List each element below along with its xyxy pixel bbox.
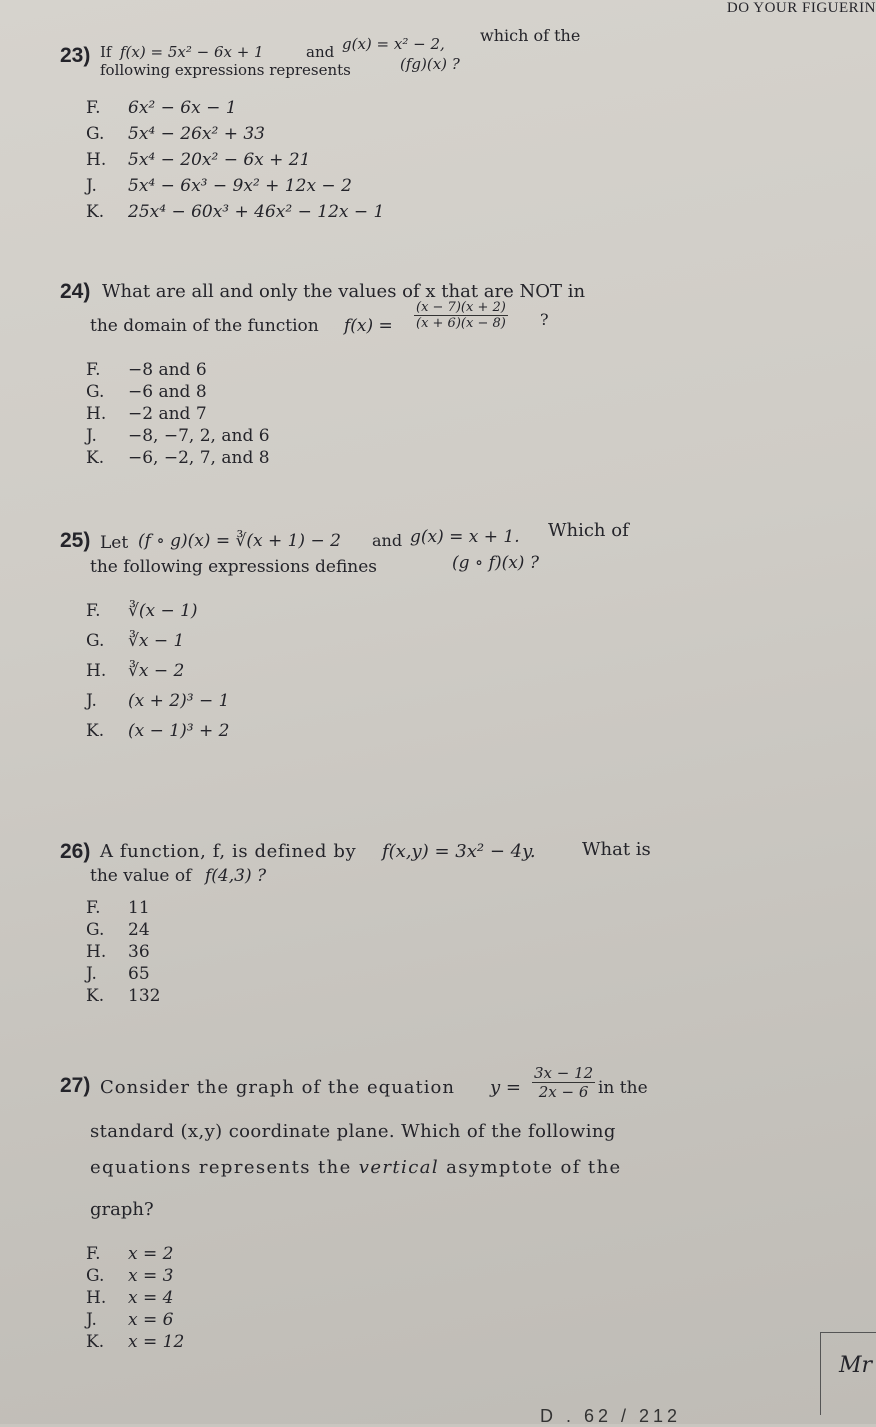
fog-definition: (f ∘ g)(x) = ∛(x + 1) − 2 — [138, 531, 341, 551]
option-text: 11 — [128, 898, 150, 918]
question-26-stem — [60, 832, 860, 886]
option-text: 25x⁴ − 60x³ + 46x² − 12x − 1 — [128, 202, 385, 222]
text-and: and — [306, 43, 335, 61]
stem-line-1: A function, f, is defined by — [100, 841, 357, 862]
option-letter: J. — [86, 426, 97, 446]
option-j[interactable] — [60, 176, 860, 202]
domain-fraction — [414, 300, 508, 331]
stem-line-3-post: asymptote of the — [446, 1157, 622, 1178]
question-27-stem — [60, 1064, 860, 1224]
option-letter: H. — [86, 661, 107, 681]
option-text: −2 and 7 — [128, 404, 207, 424]
text-if: If — [100, 43, 112, 61]
option-text: ∛x − 2 — [128, 661, 185, 681]
text-following: following expressions represents — [100, 61, 351, 79]
option-k[interactable] — [60, 202, 860, 228]
stem-line-1: What are all and only the values of x that are NOT in — [102, 281, 586, 302]
option-k[interactable] — [60, 448, 860, 470]
question-27 — [60, 1064, 860, 1354]
option-letter: K. — [86, 202, 105, 222]
option-letter: H. — [86, 150, 107, 170]
option-letter: J. — [86, 1310, 97, 1330]
stem-line-3 — [90, 1156, 622, 1180]
option-text: 132 — [128, 986, 161, 1006]
option-letter: J. — [86, 964, 97, 984]
question-25 — [60, 515, 860, 751]
stem-line-2: the domain of the function — [90, 316, 319, 336]
function-lhs: f(x) = — [344, 316, 393, 336]
target-expression: f(4,3) ? — [205, 866, 267, 886]
option-list — [60, 601, 860, 751]
option-text: 24 — [128, 920, 150, 940]
option-f[interactable] — [60, 1244, 860, 1266]
equation-fraction — [532, 1064, 595, 1101]
option-h[interactable] — [60, 404, 860, 426]
page-header: DO YOUR FIGUERIN — [726, 0, 876, 16]
option-g[interactable] — [60, 1266, 860, 1288]
option-k[interactable] — [60, 1332, 860, 1354]
option-h[interactable] — [60, 150, 860, 176]
option-text: x = 2 — [128, 1244, 174, 1264]
signature-text: Mr — [838, 1353, 872, 1378]
option-text: ∛x − 1 — [128, 631, 185, 651]
option-list — [60, 1244, 860, 1354]
option-text: x = 3 — [128, 1266, 174, 1286]
option-j[interactable] — [60, 1310, 860, 1332]
text-which-of: Which of — [548, 520, 629, 541]
option-j[interactable] — [60, 691, 860, 721]
option-k[interactable] — [60, 721, 860, 751]
option-text: 5x⁴ − 6x³ − 9x² + 12x − 2 — [128, 176, 352, 196]
question-number: 26) — [60, 840, 91, 863]
option-letter: J. — [86, 691, 97, 711]
option-f[interactable] — [60, 898, 860, 920]
option-letter: H. — [86, 1288, 107, 1308]
option-text: 6x² − 6x − 1 — [128, 98, 237, 118]
option-letter: G. — [86, 920, 105, 940]
option-g[interactable] — [60, 124, 860, 150]
option-list — [60, 898, 860, 1008]
target-expression: (fg)(x) ? — [400, 55, 460, 73]
question-number: 24) — [60, 280, 91, 303]
option-h[interactable] — [60, 661, 860, 691]
option-text: −8 and 6 — [128, 360, 207, 380]
footer-fragment: D . 62 / 212 — [540, 1406, 682, 1426]
stem-line-3-pre: equations represents the — [90, 1157, 352, 1178]
question-25-stem — [60, 515, 860, 575]
question-mark: ? — [540, 310, 549, 329]
option-text: (x − 1)³ + 2 — [128, 721, 230, 741]
fraction-numerator: (x − 7)(x + 2) — [416, 300, 506, 315]
option-text: 36 — [128, 942, 150, 962]
stem-line-1: Consider the graph of the equation — [100, 1077, 455, 1098]
option-text: x = 6 — [128, 1310, 174, 1330]
question-number: 23) — [60, 44, 91, 67]
option-letter: J. — [86, 176, 97, 196]
text-what-is: What is — [582, 839, 651, 860]
option-text: 65 — [128, 964, 150, 984]
option-letter: G. — [86, 124, 105, 144]
fraction-numerator: 3x − 12 — [534, 1064, 594, 1082]
stem-line-2: standard (x,y) coordinate plane. Which of the following — [90, 1121, 616, 1142]
equation-lhs: y = — [490, 1077, 521, 1098]
g-definition: g(x) = x + 1. — [410, 527, 520, 547]
option-letter: K. — [86, 448, 105, 468]
option-text: x = 4 — [128, 1288, 174, 1308]
option-letter: F. — [86, 98, 101, 118]
option-list — [60, 360, 860, 470]
option-k[interactable] — [60, 986, 860, 1008]
function-definition: f(x,y) = 3x² − 4y. — [382, 841, 536, 862]
option-letter: F. — [86, 601, 101, 621]
question-23 — [60, 22, 860, 228]
question-23-stem — [60, 22, 860, 79]
option-letter: G. — [86, 1266, 105, 1286]
text-and: and — [372, 531, 403, 550]
option-g[interactable] — [60, 631, 860, 661]
text-which-of-the: which of the — [480, 26, 581, 45]
option-letter: K. — [86, 721, 105, 741]
option-text: ∛(x − 1) — [128, 601, 198, 621]
option-letter: K. — [86, 986, 105, 1006]
g-definition: g(x) = x² − 2, — [342, 35, 445, 53]
option-list — [60, 98, 860, 228]
option-j[interactable] — [60, 964, 860, 986]
option-text: −8, −7, 2, and 6 — [128, 426, 270, 446]
option-letter: H. — [86, 942, 107, 962]
text-in-the: in the — [598, 1078, 648, 1098]
question-24-stem — [60, 270, 860, 350]
fraction-denominator: 2x − 6 — [538, 1083, 589, 1101]
option-letter: G. — [86, 631, 105, 651]
option-f[interactable] — [60, 360, 860, 382]
option-text: x = 12 — [128, 1332, 185, 1352]
option-letter: F. — [86, 360, 101, 380]
question-24 — [60, 270, 860, 470]
option-text: −6 and 8 — [128, 382, 207, 402]
option-h[interactable] — [60, 1288, 860, 1310]
emphasis-vertical: vertical — [358, 1157, 439, 1178]
option-text: −6, −2, 7, and 8 — [128, 448, 270, 468]
option-h[interactable] — [60, 942, 860, 964]
option-j[interactable] — [60, 426, 860, 448]
question-26 — [60, 832, 860, 1008]
stem-line-4: graph? — [90, 1199, 154, 1220]
stem-line-2: the following expressions defines — [90, 557, 378, 577]
option-text: 5x⁴ − 26x² + 33 — [128, 124, 265, 144]
text-let: Let — [100, 533, 129, 553]
signature-box — [820, 1332, 876, 1415]
question-number: 25) — [60, 529, 91, 552]
option-letter: G. — [86, 382, 105, 402]
stem-line-2: the value of — [90, 866, 192, 886]
option-g[interactable] — [60, 920, 860, 942]
option-f[interactable] — [60, 98, 860, 124]
option-letter: F. — [86, 1244, 101, 1264]
option-text: 5x⁴ − 20x² − 6x + 21 — [128, 150, 311, 170]
target-expression: (g ∘ f)(x) ? — [452, 553, 539, 573]
option-g[interactable] — [60, 382, 860, 404]
fraction-denominator: (x + 6)(x − 8) — [416, 316, 506, 331]
option-text: (x + 2)³ − 1 — [128, 691, 230, 711]
option-letter: H. — [86, 404, 107, 424]
question-number: 27) — [60, 1074, 91, 1097]
option-letter: K. — [86, 1332, 105, 1352]
option-f[interactable] — [60, 601, 860, 631]
f-definition: f(x) = 5x² − 6x + 1 — [120, 43, 264, 61]
option-letter: F. — [86, 898, 101, 918]
